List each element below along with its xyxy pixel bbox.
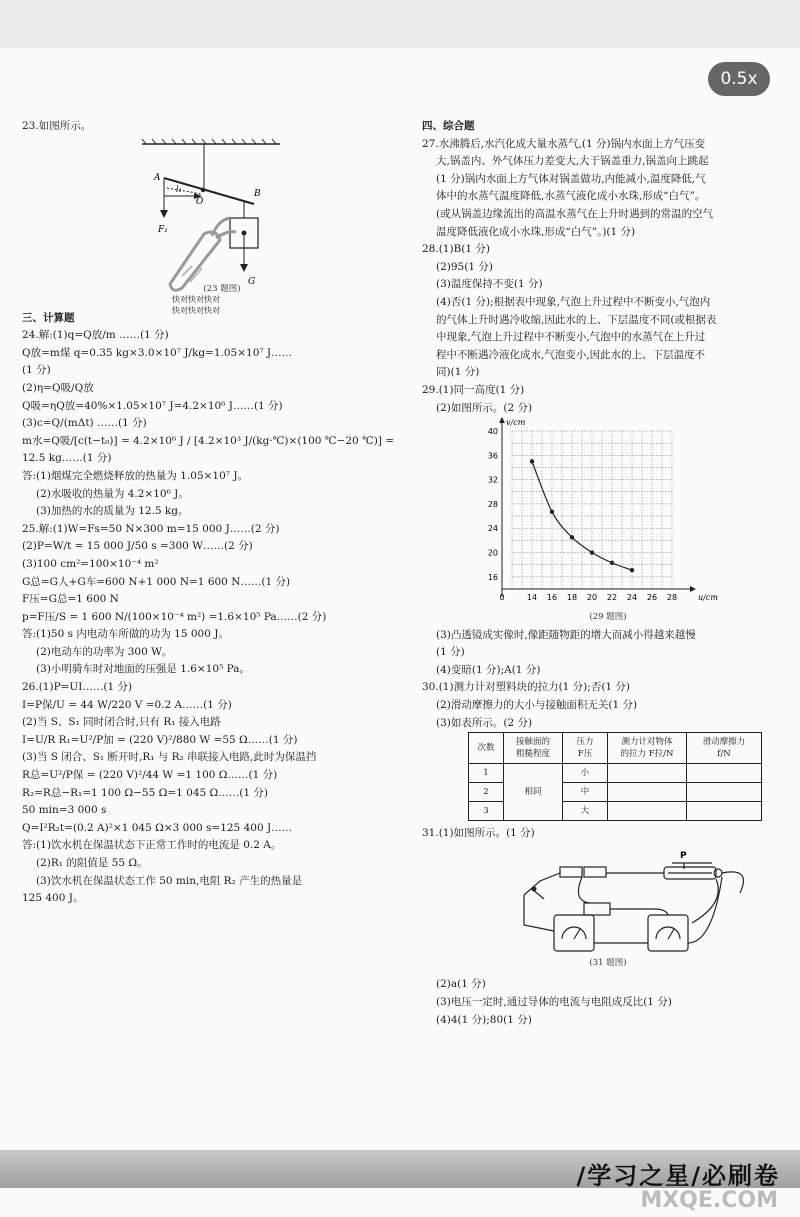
table-cell: 相同 <box>504 764 563 821</box>
q23-tag1: 快对快对快对 <box>172 294 220 304</box>
q23-title: 23.如图所示。 <box>22 120 92 132</box>
table-header-cell: 压力 F压 <box>563 733 608 764</box>
q26-line-9: 答:(1)饮水机在保温状态下正常工作时的电流是 0.2 A。 <box>22 839 282 852</box>
table-header-cell: 次数 <box>469 733 504 764</box>
q30-line-2: (3)如表所示。(2 分) <box>436 716 533 729</box>
q24-line-10: (3)加热的水的质量为 12.5 kg。 <box>36 505 189 518</box>
y-tick-label: 28 <box>487 500 498 510</box>
playback-speed-badge[interactable]: 0.5x <box>708 62 770 96</box>
q30-line-1: (2)滑动摩擦力的大小与接触面积无关(1 分) <box>436 699 638 712</box>
table-cell <box>687 802 762 821</box>
table-cell <box>687 783 762 802</box>
q27-line-2: (1 分)锅内水面上方气体对锅盖做功,内能减小,温度降低,气 <box>436 172 706 185</box>
q26-line-2: (2)当 S、S₁ 同时闭合时,只有 R₁ 接入电路 <box>22 716 221 729</box>
q26-line-6: R₂=R总−R₁=1 100 Ω−55 Ω=1 045 Ω……(1 分) <box>22 786 268 799</box>
label-l1: l₁ <box>176 184 182 194</box>
q26-line-3: I=U/R R₁=U²/P加 = (220 V)²/880 W =55 Ω……(1 分) <box>22 733 298 746</box>
table-header-cell: 滑动摩擦力 f/N <box>687 733 762 764</box>
q31-line-b1: (3)电压一定时,通过导体的电流与电阻成反比(1 分) <box>436 996 672 1009</box>
top-toolbar <box>0 0 800 48</box>
x-tick-label: 26 <box>646 593 658 603</box>
section-3-heading: 三、计算题 <box>22 311 75 324</box>
q29-image-distance-chart <box>422 417 794 609</box>
label-G: G <box>248 276 256 287</box>
q24-line-5: (3)c=Q/(mΔt) ……(1 分) <box>22 417 147 430</box>
q31-circuit-figure <box>422 843 794 955</box>
table-cell: 2 <box>469 783 504 802</box>
x-tick-label: 0 <box>499 593 505 603</box>
q24-line-1: Q放=m煤 q=0.35 kg×3.0×10⁷ J/kg=1.05×10⁷ J…… <box>22 346 293 359</box>
label-O: O <box>196 196 204 207</box>
x-axis-arrow <box>690 586 696 592</box>
q27-line-1: 大,锅盖内、外气体压力差变大,大于锅盖重力,锅盖向上跳起 <box>436 155 709 168</box>
x-tick-label: 14 <box>526 593 538 603</box>
q24-line-8: 答:(1)烟煤完全燃烧释放的热量为 1.05×10⁷ J。 <box>22 469 249 482</box>
data-point <box>570 535 574 539</box>
table-cell <box>608 783 687 802</box>
data-point <box>550 510 554 514</box>
y-tick-label: 16 <box>487 572 498 582</box>
x-tick-label: 22 <box>606 593 618 603</box>
q25-line-1: (2)P=W/t = 15 000 J/50 s =300 W……(2 分) <box>22 540 253 553</box>
q29-line-c2: (4)变暗(1 分);A(1 分) <box>436 663 541 676</box>
label-B: B <box>254 188 261 199</box>
q28-line-3: (4)否(1 分);根据表中现象,气泡上升过程中不断变小,气泡内 <box>436 295 711 308</box>
table-cell <box>687 764 762 783</box>
q28-line-7: 同)(1 分) <box>436 366 480 379</box>
footer-brand-text: /学习之星/必刷卷 <box>576 1162 780 1190</box>
table-cell <box>608 802 687 821</box>
carrot-logo-icon <box>170 218 236 290</box>
q25-line-7: (2)电动车的功率为 300 W。 <box>36 645 173 658</box>
q28-line-6: 程中不断遇冷液化成水,气泡变小,因此水的上、下层温度不 <box>436 348 706 361</box>
data-point <box>590 550 594 554</box>
q28-line-1: (2)95(1 分) <box>436 260 493 273</box>
y-tick-label: 20 <box>487 548 498 558</box>
q29-line-a: 29.(1)同一高度(1 分) <box>422 383 525 396</box>
table-cell: 大 <box>563 802 608 821</box>
q29-line-b: (2)如图所示。(2 分) <box>436 401 533 414</box>
table-header-cell: 测力计对物体 的拉力 F拉/N <box>608 733 687 764</box>
q26-line-1: I=P保/U = 44 W/220 V =0.2 A……(1 分) <box>22 698 232 711</box>
q26-line-12: 125 400 J。 <box>22 892 84 905</box>
data-point <box>530 459 534 463</box>
q26-line-5: R总=U²/P保 = (220 V)²/44 W =1 100 Ω……(1 分) <box>22 769 278 782</box>
section-4-heading: 四、综合题 <box>422 120 475 132</box>
table-cell: 3 <box>469 802 504 821</box>
q30-friction-table <box>468 732 762 821</box>
q27-line-3: 体中的水蒸气温度降低,水蒸气液化成小水珠,形成“白气”。 <box>436 190 706 203</box>
q24-line-6: m水=Q吸/[c(t−t₀)] = 4.2×10⁶ J / [4.2×10³ J/(kg·℃)×(100 ℃−20 ℃)] = <box>22 434 395 447</box>
q31-caption: (31 题图) <box>589 957 627 968</box>
q31-line-b0: (2)a(1 分) <box>436 978 486 991</box>
q23-caption: (23 题图) <box>203 283 241 294</box>
x-tick-label: 16 <box>546 593 558 603</box>
q27-line-4: (或从锅盖边缘流出的高温水蒸气在上升时遇到的常温的空气 <box>436 207 714 220</box>
table-header-cell: 接触面的 粗糙程度 <box>504 733 563 764</box>
table-cell: 小 <box>563 764 608 783</box>
watermark-text: MXQE.COM <box>640 1188 778 1213</box>
q23-tag2: 快对快对快对 <box>172 305 220 315</box>
x-tick-label: 28 <box>666 593 678 603</box>
q26-line-7: 50 min=3 000 s <box>22 804 107 817</box>
table-cell: 中 <box>563 783 608 802</box>
y-tick-label: 36 <box>487 451 498 461</box>
q25-line-0: 25.解:(1)W=Fs=50 N×300 m=15 000 J……(2 分) <box>22 522 280 535</box>
q24-line-0: 24.解:(1)q=Q放/m ……(1 分) <box>22 329 169 342</box>
y-tick-label: 40 <box>487 427 498 437</box>
table-header-row <box>469 733 762 764</box>
q29-line-c0: (3)凸透镜成实像时,像距随物距的增大而减小得越来越慢 <box>436 628 696 641</box>
label-F1: F₁ <box>158 224 168 235</box>
q29-caption: (29 题图) <box>589 612 627 623</box>
x-tick-label: 24 <box>626 593 638 603</box>
table-cell: 1 <box>469 764 504 783</box>
q27-line-5: 温度降低液化成小水珠,形成“白气”。)(1 分) <box>436 225 636 238</box>
data-point <box>610 561 614 565</box>
q24-line-2: (1 分) <box>22 364 51 377</box>
q26-line-4: (3)当 S 闭合、S₁ 断开时,R₁ 与 R₂ 串联接入电路,此时为保温挡 <box>22 751 317 764</box>
q30-line-0: 30.(1)测力计对塑料块的拉力(1 分);否(1 分) <box>422 681 631 694</box>
q27-line-0: 27.水沸腾后,水汽化成大量水蒸气,(1 分)锅内水面上方气压变 <box>422 137 706 150</box>
right-column <box>422 118 794 1029</box>
q25-line-5: p=F压/S = 1 600 N/(100×10⁻⁴ m²) =1.6×10⁵ Pa……(2 分) <box>22 610 327 623</box>
q24-line-4: Q吸=ηQ放=40%×1.05×10⁷ J=4.2×10⁶ J……(1 分) <box>22 399 283 412</box>
q23-lever-figure <box>22 136 402 294</box>
y-tick-label: 32 <box>487 475 498 485</box>
x-tick-label: 18 <box>566 593 578 603</box>
q25-line-2: (3)100 cm²=100×10⁻⁴ m² <box>22 557 159 570</box>
y-tick-label: 24 <box>487 524 498 534</box>
q29-line-c1: (1 分) <box>436 646 465 659</box>
q26-line-10: (2)R₁ 的阻值是 55 Ω。 <box>36 857 148 869</box>
rheostat-label-P: P <box>680 850 687 861</box>
label-A: A <box>154 172 161 183</box>
q28-line-2: (3)温度保持不变(1 分) <box>436 278 543 291</box>
q26-line-8: Q=I²R₂t=(0.2 A)²×1 045 Ω×3 000 s=125 400 J…… <box>22 821 293 834</box>
q24-line-3: (2)η=Q吸/Q放 <box>22 381 94 394</box>
q26-line-11: (3)饮水机在保温状态工作 50 min,电阻 R₂ 产生的热量是 <box>36 874 303 887</box>
x-tick-label: 20 <box>586 593 598 603</box>
q24-line-7: 12.5 kg……(1 分) <box>22 452 112 465</box>
q28-line-5: 中现象,气泡上升过程中不断变小,气泡中的水蒸气在上升过 <box>436 331 706 344</box>
q25-line-6: 答:(1)50 s 内电动车所做的功为 15 000 J。 <box>22 628 229 641</box>
left-column <box>22 118 402 908</box>
data-point <box>630 568 634 572</box>
q24-line-9: (2)水吸收的热量为 4.2×10⁶ J。 <box>36 487 189 500</box>
q31-line-b2: (4)4(1 分);80(1 分) <box>436 1013 532 1026</box>
q25-line-4: F压=G总=1 600 N <box>22 593 119 606</box>
q28-line-4: 的气体上升时遇冷收缩,因此水的上、下层温度不同(或根据表 <box>436 313 717 326</box>
y-axis-arrow <box>499 417 505 423</box>
table-cell <box>608 764 687 783</box>
q28-line-0: 28.(1)B(1 分) <box>422 243 490 256</box>
x-axis-label: u/cm <box>698 593 718 603</box>
table-row <box>469 764 762 783</box>
q31-line-a: 31.(1)如图所示。(1 分) <box>422 827 535 840</box>
q25-line-3: G总=G人+G车=600 N+1 000 N=1 600 N……(1 分) <box>22 575 291 588</box>
q25-line-8: (3)小明骑车时对地面的压强是 1.6×10⁵ Pa。 <box>36 663 250 676</box>
q26-line-0: 26.(1)P=UI……(1 分) <box>22 681 133 694</box>
y-axis-label: v/cm <box>506 418 526 428</box>
